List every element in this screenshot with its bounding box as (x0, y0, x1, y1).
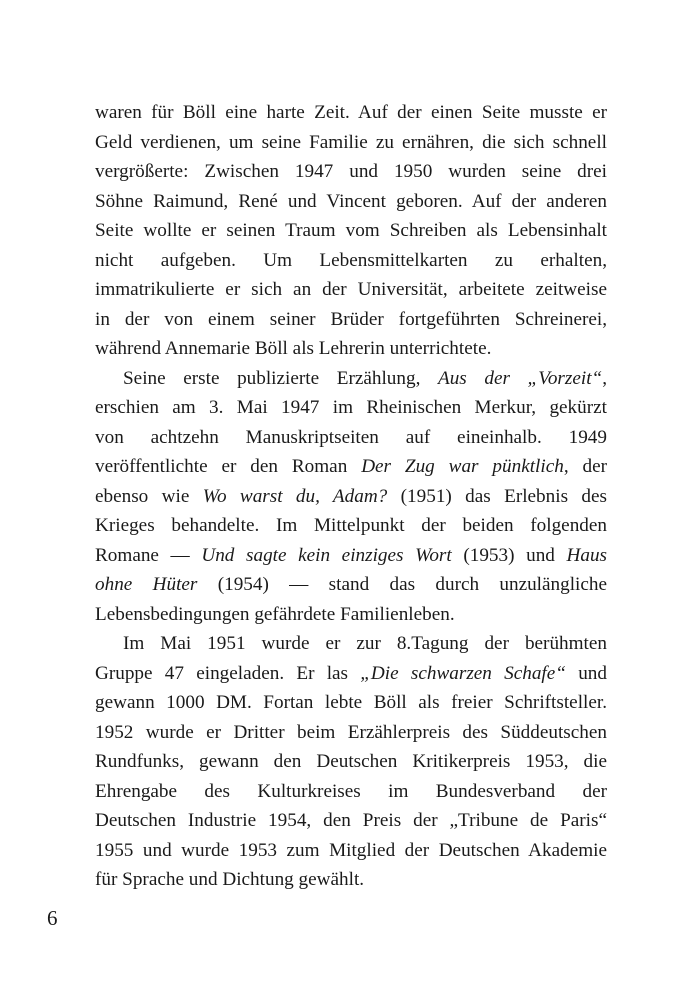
text-line: vergrößerte: Zwischen 1947 und 1950 wurden seine drei (95, 161, 607, 182)
text-line: Deutschen Industrie 1954, den Preis der „Tribune de Paris“ (95, 810, 607, 831)
text-run: (1953) und (451, 544, 567, 566)
text-line: gewann 1000 DM. Fortan lebte Böll als freier Schriftsteller. (95, 692, 607, 713)
text-line: von achtzehn Manuskriptseiten auf eineinhalb. 1949 (95, 426, 607, 448)
text-line: waren für Böll eine harte Zeit. Auf der einen Seite musste er (95, 102, 607, 123)
text-line: für Sprache und Dichtung gewählt. (95, 869, 365, 890)
paragraph-2 (95, 364, 607, 630)
work-title: Aus der „Vorzeit“ (437, 367, 603, 389)
text-run: ebenso wie (95, 485, 203, 507)
text-line (95, 570, 607, 600)
text-line (95, 659, 607, 689)
text-line (95, 364, 607, 394)
work-title: Und sagte kein einziges Wort (201, 544, 452, 566)
text-line: Ehrengabe des Kulturkreises im Bundesverband der (95, 780, 607, 802)
work-title: Der Zug war pünktlich (361, 456, 564, 477)
text-line: während Annemarie Böll als Lehrerin unterrichtete. (95, 338, 492, 359)
text-line: immatrikulierte er sich an der Universität, arbeitete zeitweise (95, 279, 607, 300)
text-line: Seite wollte er seinen Traum vom Schreiben als Lebensinhalt (95, 220, 607, 241)
work-title: Wo warst du, Adam? (202, 485, 388, 507)
paragraph-1 (95, 98, 607, 364)
work-title: „Die schwarzen Schafe“ (360, 662, 566, 684)
text-run: Romane — (95, 544, 202, 566)
text-line (95, 541, 607, 571)
text-line: nicht aufgeben. Um Lebensmittelkarten zu erhalten, (95, 249, 607, 271)
text-line: 1955 und wurde 1953 zum Mitglied der Deutschen Akademie (95, 839, 607, 861)
text-line: 1952 wurde er Dritter beim Erzählerpreis des Süddeutschen (95, 721, 607, 743)
body-text (95, 98, 607, 895)
text-line: Rundfunks, gewann den Deutschen Kritikerpreis 1953, die (95, 751, 607, 772)
text-run: Gruppe 47 eingeladen. Er las (95, 662, 361, 684)
work-title: ohne Hüter (95, 574, 198, 595)
text-line: Krieges behandelte. Im Mittelpunkt der beiden folgenden (95, 515, 607, 536)
text-line: in der von einem seiner Brüder fortgeführten Schreinerei, (95, 308, 607, 330)
text-run: , der (563, 456, 607, 477)
text-line: Söhne Raimund, René und Vincent geboren. Auf der anderen (95, 190, 607, 212)
text-run: (1954) — stand das durch unzulängliche (197, 574, 608, 595)
text-line: Im Mai 1951 wurde er zur 8.Tagung der berühmten (123, 633, 607, 654)
text-run: veröffentlichte er den Roman (95, 456, 362, 477)
text-run: , (602, 367, 607, 389)
page-number: 6 (47, 906, 58, 930)
text-line: erschien am 3. Mai 1947 im Rheinischen Merkur, gekürzt (95, 397, 607, 418)
text-run: (1951) das Erlebnis des (387, 485, 607, 507)
text-run: und (565, 662, 607, 684)
paragraph-3 (95, 629, 607, 895)
work-title: Haus (566, 544, 608, 566)
text-run: Seine erste publizierte Erzählung, (123, 367, 438, 389)
text-line (95, 482, 607, 512)
text-line: Geld verdienen, um seine Familie zu ernähren, die sich schnell (95, 131, 607, 153)
text-line (95, 452, 607, 482)
text-line: Lebensbedingungen gefährdete Familienleben. (95, 603, 455, 625)
